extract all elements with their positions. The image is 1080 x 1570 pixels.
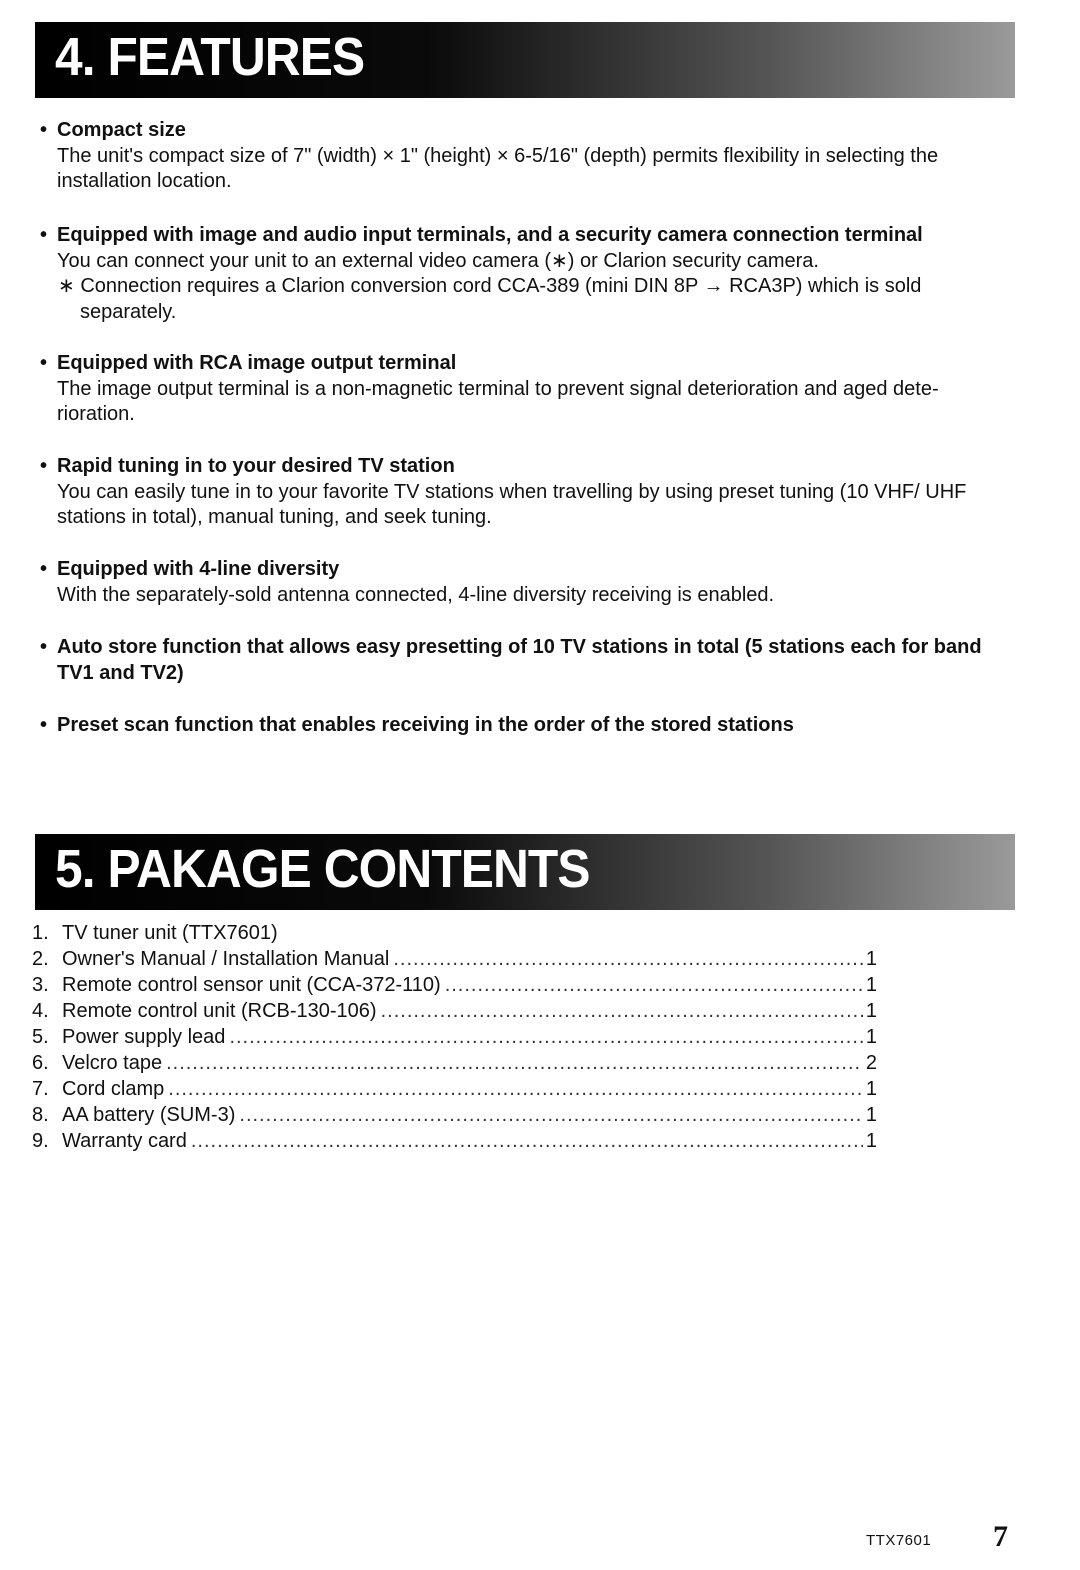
item-number: 8. (32, 1104, 49, 1126)
list-item (32, 1102, 877, 1128)
item-qty: 1 (865, 974, 877, 996)
feature-item (40, 351, 1015, 428)
item-qty: 1 (865, 1078, 877, 1100)
item-number: 3. (32, 974, 49, 996)
feature-heading: • Auto store function that allows easy presetting of 10 TV stations in total (5 stations each for band TV1 and TV2) (40, 635, 1015, 686)
item-label: Owner's Manual / Installation Manual (62, 948, 390, 970)
section-title: 4. FEATURES (55, 27, 365, 87)
item-number: 2. (32, 948, 49, 970)
item-number: 1. (32, 922, 49, 944)
page-number: 7 (993, 1520, 1008, 1553)
list-item (32, 946, 877, 972)
feature-body: The unit's compact size of 7" (width) × 1" (height) × 6-5/16" (depth) permits flexibility in selecting the installation location. (57, 144, 939, 192)
feature-body: You can easily tune in to your favorite TV stations when travelling by using preset tuning (10 VHF/ UHF stations in total), manual tuning, and seek tuning. (57, 480, 967, 528)
item-label: Power supply lead (62, 1026, 226, 1048)
feature-heading: • Compact size (40, 118, 1015, 144)
item-number: 6. (32, 1052, 49, 1074)
feature-item (40, 557, 1015, 608)
list-item (32, 920, 877, 946)
item-qty: 2 (865, 1052, 877, 1074)
item-label: Remote control unit (RCB-130-106) (62, 1000, 377, 1022)
list-item (32, 1024, 877, 1050)
item-label: TV tuner unit (TTX7601) (62, 922, 278, 944)
list-item (32, 1050, 877, 1076)
list-item (32, 972, 877, 998)
item-qty: 1 (865, 1026, 877, 1048)
list-item (32, 998, 877, 1024)
item-number: 4. (32, 1000, 49, 1022)
list-item (32, 1128, 877, 1154)
feature-body: With the separately-sold antenna connected, 4-line diversity receiving is enabled. (57, 583, 775, 606)
feature-body: The image output terminal is a non-magnetic terminal to prevent signal deterioration and aged dete-rioration. (57, 377, 939, 425)
feature-heading: • Equipped with RCA image output terminal (40, 351, 1015, 377)
feature-item (40, 118, 1015, 195)
feature-item (40, 223, 1015, 325)
feature-heading: • Rapid tuning in to your desired TV station (40, 454, 1015, 480)
item-label: Velcro tape (62, 1052, 163, 1074)
package-contents-list (32, 920, 877, 1154)
feature-item (40, 635, 1015, 686)
feature-note: ∗ Connection requires a Clarion conversion cord CCA-389 (mini DIN 8P → RCA3P) which is sold separately. (58, 275, 922, 323)
item-label: Warranty card (62, 1130, 187, 1152)
item-qty: 1 (865, 948, 877, 970)
section-header-features (35, 22, 1015, 98)
feature-heading: • Equipped with 4-line diversity (40, 557, 1015, 583)
item-qty (863, 920, 877, 946)
section-header-contents (35, 834, 1015, 910)
item-label: Remote control sensor unit (CCA-372-110) (62, 974, 441, 996)
item-number: 7. (32, 1078, 49, 1100)
item-qty: 1 (865, 1130, 877, 1152)
feature-heading: • Preset scan function that enables receiving in the order of the stored stations (40, 713, 1015, 739)
feature-body: You can connect your unit to an external video camera (∗) or Clarion security camera. (57, 249, 819, 272)
feature-heading: • Equipped with image and audio input terminals, and a security camera connection terminal (40, 223, 1015, 249)
item-number: 9. (32, 1130, 49, 1152)
footer-model: TTX7601 (866, 1532, 932, 1549)
section-title: 5. PAKAGE CONTENTS (55, 839, 590, 899)
item-label: AA battery (SUM-3) (62, 1104, 236, 1126)
item-label: Cord clamp (62, 1078, 165, 1100)
feature-item (40, 454, 1015, 531)
list-item (32, 1076, 877, 1102)
item-qty: 1 (865, 1104, 877, 1126)
item-qty: 1 (865, 1000, 877, 1022)
item-number: 5. (32, 1026, 49, 1048)
feature-item (40, 713, 1015, 739)
